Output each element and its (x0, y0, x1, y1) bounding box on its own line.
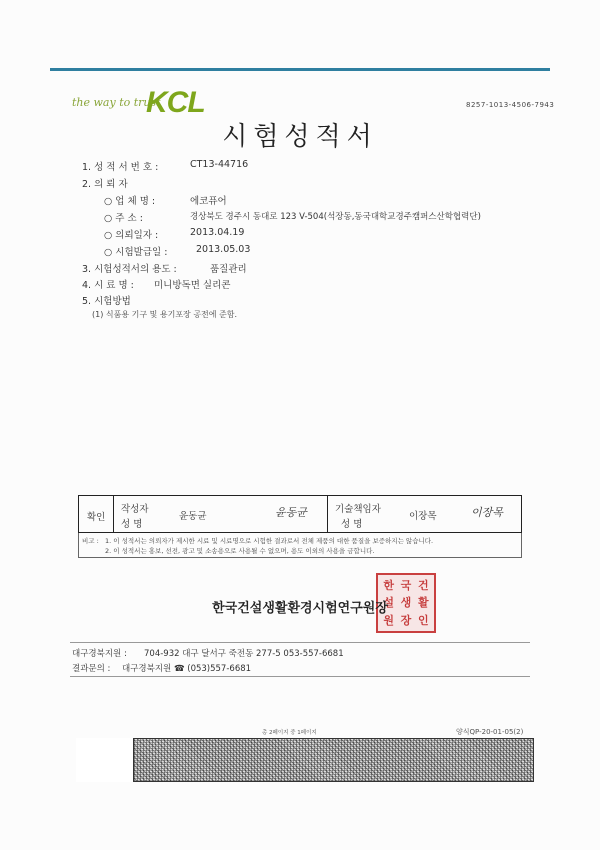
author-name: 윤동균 (179, 511, 207, 522)
notes-box (78, 533, 522, 558)
issue-date-label: ○ 시험발급일 : (104, 247, 168, 258)
contact-divider-bottom (70, 676, 530, 677)
manager-signature: 이장목 (471, 506, 503, 519)
sample-label: 4. 시 료 명 : (82, 280, 134, 291)
official-seal: 한 국 건 설 생 활 원 장 인 (376, 573, 436, 633)
request-date-value: 2013.04.19 (190, 227, 245, 238)
confirm-label: 확인 (87, 512, 106, 523)
office-address: 704-932 대구 달서구 죽전동 277-5 053-557-6681 (144, 649, 344, 659)
contact-divider-top (70, 642, 530, 643)
cert-no-label: 1. 성 적 서 번 호 : (82, 162, 159, 173)
document-number: 8257-1013-4506-7943 (466, 101, 555, 109)
author-signature: 윤동균 (275, 506, 307, 519)
method-label: 5. 시험방법 (82, 296, 131, 307)
address-value: 경상북도 경주시 동대로 123 V-504(석장동,동국대학교경주캠퍼스산학협력단) (190, 212, 481, 222)
cert-no-value: CT13-44716 (190, 159, 249, 170)
notes-label: 비고 : (82, 537, 99, 545)
logo-tagline: the way to trust (72, 96, 161, 109)
purpose-label: 3. 시험성적서의 용도 : (82, 264, 177, 275)
author-name-label: 성 명 (121, 519, 143, 530)
sample-value: 미니방독면 실리콘 (154, 280, 231, 291)
inquiry-value: 대구경북지원 ☎ (053)557-6681 (122, 664, 252, 674)
manager-label: 기술책임자 (335, 504, 381, 515)
manager-name: 이장목 (409, 511, 437, 522)
client-label: 2. 의 뢰 자 (82, 179, 128, 190)
method-value: (1) 식품용 기구 및 용기포장 공전에 준함. (92, 310, 238, 319)
request-date-label: ○ 의뢰일자 : (104, 230, 159, 241)
company-value: 에코퓨어 (190, 196, 227, 207)
address-label: ○ 주 소 : (104, 213, 143, 224)
signature-table (78, 495, 522, 533)
inquiry-label: 결과문의 : (72, 664, 111, 674)
author-label: 작성자 (121, 504, 149, 515)
company-label: ○ 업 체 명 : (104, 196, 156, 207)
notes-line-1: 1. 이 성적서는 의뢰자가 제시한 시료 및 시료명으로 시험한 결과로서 전체 제품의 대한 품질을 보증하지는 않습니다. (105, 537, 434, 545)
barcode-stub (76, 738, 134, 782)
issue-date-value: 2013.05.03 (196, 244, 251, 255)
divider (327, 496, 328, 532)
office-label: 대구경북지원 : (72, 649, 127, 659)
issuer-name: 한국건설생활환경시험연구원장 (212, 601, 388, 616)
notes-line-2: 2. 이 성적서는 홍보, 선전, 광고 및 소송용으로 사용될 수 없으며, 용도 이외의 사용을 금합니다. (105, 547, 375, 555)
manager-name-label: 성 명 (341, 519, 363, 530)
divider (113, 496, 114, 532)
purpose-value: 품질관리 (210, 264, 247, 275)
form-code: 양식QP-20-01-05(2) (456, 728, 524, 736)
security-barcode (76, 738, 534, 782)
page-info: 총 2페이지 중 1페이지 (262, 730, 317, 736)
kcl-logo: KCL (146, 86, 205, 119)
top-rule (50, 68, 550, 71)
page-title: 시험성적서 (222, 122, 378, 152)
